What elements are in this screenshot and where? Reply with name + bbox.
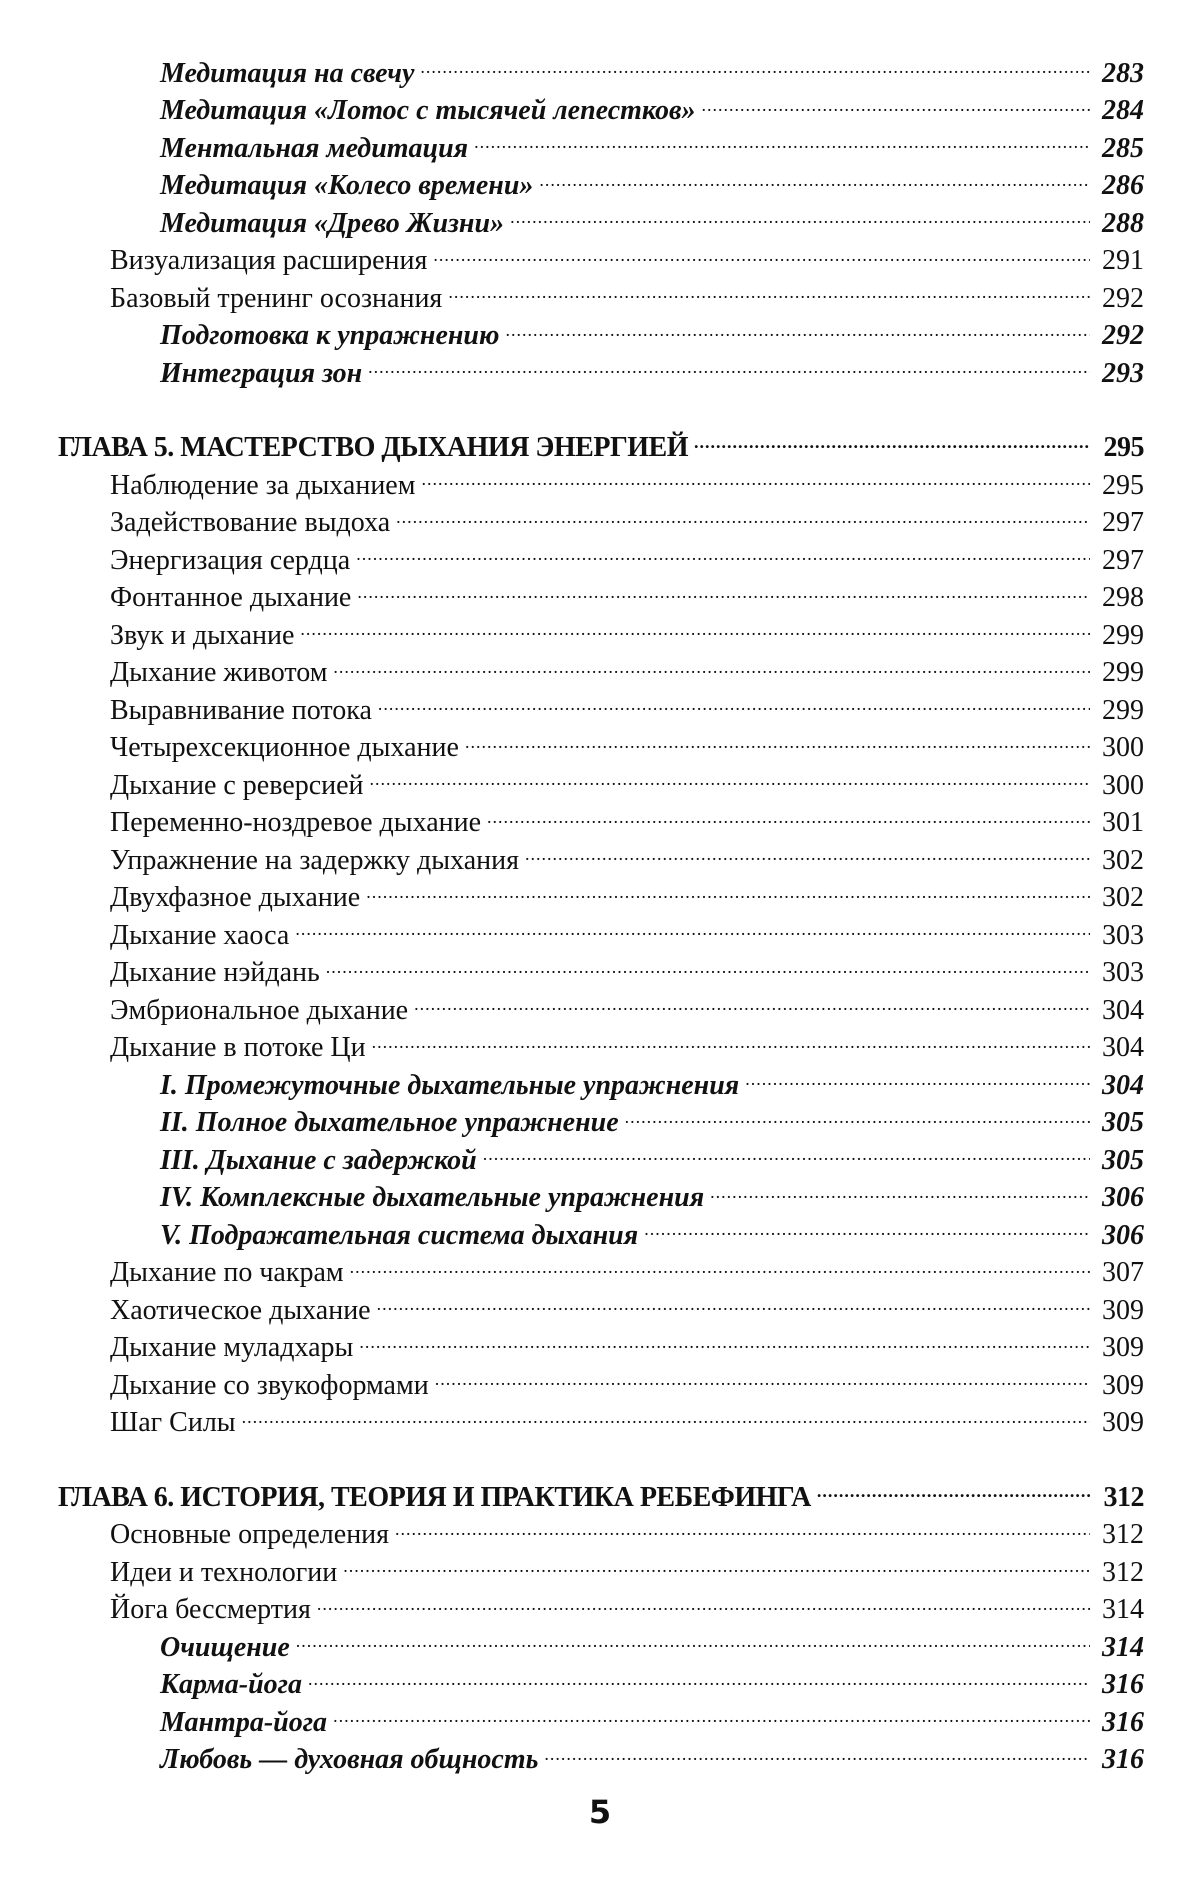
dot-leader	[710, 1169, 1090, 1207]
toc-entry-title: I. Промежуточные дыхательные упражнения	[160, 1069, 740, 1101]
dot-leader	[377, 1281, 1090, 1319]
dot-leader	[359, 1319, 1090, 1357]
toc-entry-page-number: 306	[1102, 1182, 1144, 1213]
toc-entry-page-number: 302	[1102, 882, 1144, 913]
toc-entry-page-number: 312	[1102, 1556, 1144, 1588]
toc-entry-page-number: 312	[1102, 1519, 1144, 1550]
dot-leader	[694, 419, 1090, 457]
dot-leader	[625, 1094, 1090, 1132]
toc-entry-title: Медитация на свечу	[160, 57, 415, 89]
toc-entry-page-number: 298	[1102, 582, 1144, 613]
dot-leader	[395, 1506, 1090, 1544]
toc-entry-page-number: 299	[1102, 657, 1144, 688]
dot-leader	[372, 1019, 1090, 1057]
toc-entry-title: Подготовка к упражнению	[160, 320, 500, 351]
toc-entry-title: Четырехсекционное дыхание	[110, 732, 459, 763]
dot-leader	[317, 1581, 1090, 1619]
chapter-title: ГЛАВА 5. МАСТЕРСТВО ДЫХАНИЯ ЭНЕРГИЕЙ	[58, 432, 689, 463]
toc-entry-page-number: 316	[1102, 1669, 1144, 1700]
dot-leader	[474, 119, 1090, 157]
toc-entry-title: Основные определения	[110, 1519, 390, 1550]
page-number: 5	[588, 1793, 612, 1831]
dot-leader	[483, 1131, 1090, 1169]
toc-group-chapter-6	[58, 1506, 1144, 1775]
dot-leader	[295, 906, 1090, 944]
dot-leader	[378, 681, 1090, 719]
toc-entry-page-number: 300	[1102, 769, 1144, 801]
toc-entry-page-number: 283	[1102, 57, 1144, 89]
toc-entry-title: IV. Комплексные дыхательные упражнения	[160, 1182, 705, 1213]
toc-entry-page-number: 300	[1102, 732, 1144, 763]
toc-entry-page-number: 307	[1102, 1257, 1144, 1288]
toc-entry-title: Звук и дыхание	[110, 619, 295, 651]
chapter-page-number: 312	[1103, 1481, 1144, 1513]
toc-entry-page-number: 292	[1102, 320, 1144, 351]
toc-entry-title: Базовый тренинг осознания	[110, 282, 443, 314]
toc-entry-title: Медитация «Колесо времени»	[160, 170, 534, 201]
toc-entry-page-number: 309	[1102, 1332, 1144, 1363]
toc-chapter-5	[58, 419, 1144, 463]
toc-entry-page-number: 309	[1102, 1369, 1144, 1401]
toc-entry-title: Дыхание нэйдань	[110, 957, 320, 988]
toc-entry-page-number: 299	[1102, 619, 1144, 651]
table-of-contents	[58, 44, 1144, 1775]
toc-entry-page-number: 302	[1102, 844, 1144, 876]
toc-entry-page-number: 299	[1102, 694, 1144, 726]
toc-entry-page-number: 306	[1102, 1219, 1144, 1251]
toc-entry-page-number: 309	[1102, 1407, 1144, 1438]
dot-leader	[544, 1731, 1090, 1769]
toc-entry-title: Карма-йога	[160, 1669, 303, 1700]
dot-leader	[300, 606, 1090, 644]
dot-leader	[525, 831, 1090, 869]
chapter-page-number: 295	[1103, 432, 1144, 463]
dot-leader	[296, 1618, 1090, 1656]
toc-entry-page-number: 316	[1102, 1744, 1144, 1775]
toc-entry-page-number: 293	[1102, 357, 1144, 389]
chapter-title: ГЛАВА 6. ИСТОРИЯ, ТЕОРИЯ И ПРАКТИКА РЕБЕФИНГА	[58, 1481, 811, 1513]
dot-leader	[745, 1056, 1090, 1094]
dot-leader	[510, 194, 1090, 232]
dot-leader	[366, 869, 1090, 907]
toc-entry-title: Дыхание по чакрам	[110, 1257, 344, 1288]
toc-entry-page-number: 285	[1102, 132, 1144, 164]
dot-leader	[242, 1394, 1090, 1432]
toc-entry-title: Наблюдение за дыханием	[110, 469, 416, 501]
toc-entry-title: Эмбриональное дыхание	[110, 994, 409, 1026]
dot-leader	[343, 1543, 1090, 1581]
toc-entry-title: Дыхание хаоса	[110, 919, 290, 951]
toc-entry-title: Визуализация расширения	[110, 245, 428, 276]
toc-entry-title: Дыхание в потоке Ци	[110, 1032, 366, 1063]
toc-entry-title: V. Подражательная система дыхания	[160, 1219, 639, 1251]
toc-entry-title: Медитация «Древо Жизни»	[160, 207, 505, 239]
toc-entry-page-number: 314	[1102, 1594, 1144, 1625]
dot-leader	[357, 569, 1090, 607]
toc-entry-page-number: 286	[1102, 170, 1144, 201]
toc-entry-title: Шаг Силы	[110, 1407, 236, 1438]
dot-leader	[435, 1356, 1090, 1394]
dot-leader	[505, 307, 1090, 345]
toc-entry-page-number: 303	[1102, 919, 1144, 951]
dot-leader	[487, 794, 1090, 832]
toc-entry-title: Двухфазное дыхание	[110, 882, 361, 913]
toc-entry-title: Йога бессмертия	[110, 1594, 311, 1625]
dot-leader	[333, 1693, 1090, 1731]
toc-entry-page-number: 292	[1102, 282, 1144, 314]
dot-leader	[644, 1206, 1090, 1244]
toc-entry-page-number: 303	[1102, 957, 1144, 988]
toc-entry-title: Задействование выдоха	[110, 507, 391, 538]
toc-entry-title: Интеграция зон	[160, 357, 363, 389]
toc-entry-title: Фонтанное дыхание	[110, 582, 352, 613]
toc-entry-title: Выравнивание потока	[110, 694, 372, 726]
dot-leader	[421, 456, 1090, 494]
toc-entry-page-number: 304	[1102, 994, 1144, 1026]
toc-entry-page-number: 297	[1102, 544, 1144, 576]
dot-leader	[414, 981, 1090, 1019]
dot-leader	[350, 1244, 1090, 1282]
toc-entry-page-number: 291	[1102, 245, 1144, 276]
dot-leader	[420, 44, 1090, 82]
toc-entry-title: Энергизация сердца	[110, 544, 351, 576]
toc-entry-title: II. Полное дыхательное упражнение	[160, 1107, 619, 1138]
toc-entry-page-number: 304	[1102, 1032, 1144, 1063]
dot-leader	[370, 756, 1090, 794]
toc-entry-page-number: 301	[1102, 807, 1144, 838]
toc-entry-page-number: 305	[1102, 1144, 1144, 1176]
toc-entry-title: Идеи и технологии	[110, 1556, 338, 1588]
dot-leader	[702, 82, 1090, 120]
dot-leader	[817, 1468, 1090, 1506]
toc-entry-page-number: 304	[1102, 1069, 1144, 1101]
toc-group-chapter-5	[58, 456, 1144, 1438]
toc-entry-page-number: 297	[1102, 507, 1144, 538]
toc-entry-title: Дыхание животом	[110, 657, 328, 688]
toc-entry-title: Дыхание с реверсией	[110, 769, 364, 801]
toc-entry-page-number: 295	[1102, 469, 1144, 501]
toc-entry-page-number: 284	[1102, 95, 1144, 126]
toc-group-before-chapter-5	[58, 44, 1144, 389]
toc-entry-page-number: 309	[1102, 1294, 1144, 1326]
toc-subentry	[58, 44, 1144, 89]
dot-leader	[465, 719, 1090, 757]
toc-entry-title: Переменно-ноздревое дыхание	[110, 807, 482, 838]
toc-entry-title: Мантра-йога	[160, 1706, 328, 1738]
toc-entry-title: Любовь — духовная общность	[160, 1744, 539, 1775]
toc-entry-page-number: 316	[1102, 1706, 1144, 1738]
dot-leader	[308, 1656, 1090, 1694]
toc-entry-page-number: 288	[1102, 207, 1144, 239]
dot-leader	[326, 944, 1090, 982]
dot-leader	[368, 344, 1090, 382]
dot-leader	[396, 494, 1090, 532]
toc-entry-title: III. Дыхание с задержкой	[160, 1144, 477, 1176]
dot-leader	[433, 232, 1090, 270]
toc-entry-page-number: 314	[1102, 1631, 1144, 1663]
toc-entry-title: Очищение	[160, 1631, 290, 1663]
toc-chapter-6	[58, 1468, 1144, 1513]
toc-entry-title: Дыхание со звукоформами	[110, 1369, 429, 1401]
dot-leader	[333, 644, 1090, 682]
toc-entry-title: Упражнение на задержку дыхания	[110, 844, 520, 876]
dot-leader	[356, 531, 1090, 569]
toc-entry-title: Хаотическое дыхание	[110, 1294, 371, 1326]
dot-leader	[448, 269, 1090, 307]
toc-entry-page-number: 305	[1102, 1107, 1144, 1138]
toc-entry-title: Медитация «Лотос с тысячей лепестков»	[160, 95, 696, 126]
dot-leader	[539, 157, 1090, 195]
toc-entry-title: Дыхание муладхары	[110, 1332, 354, 1363]
toc-entry-title: Ментальная медитация	[160, 132, 469, 164]
